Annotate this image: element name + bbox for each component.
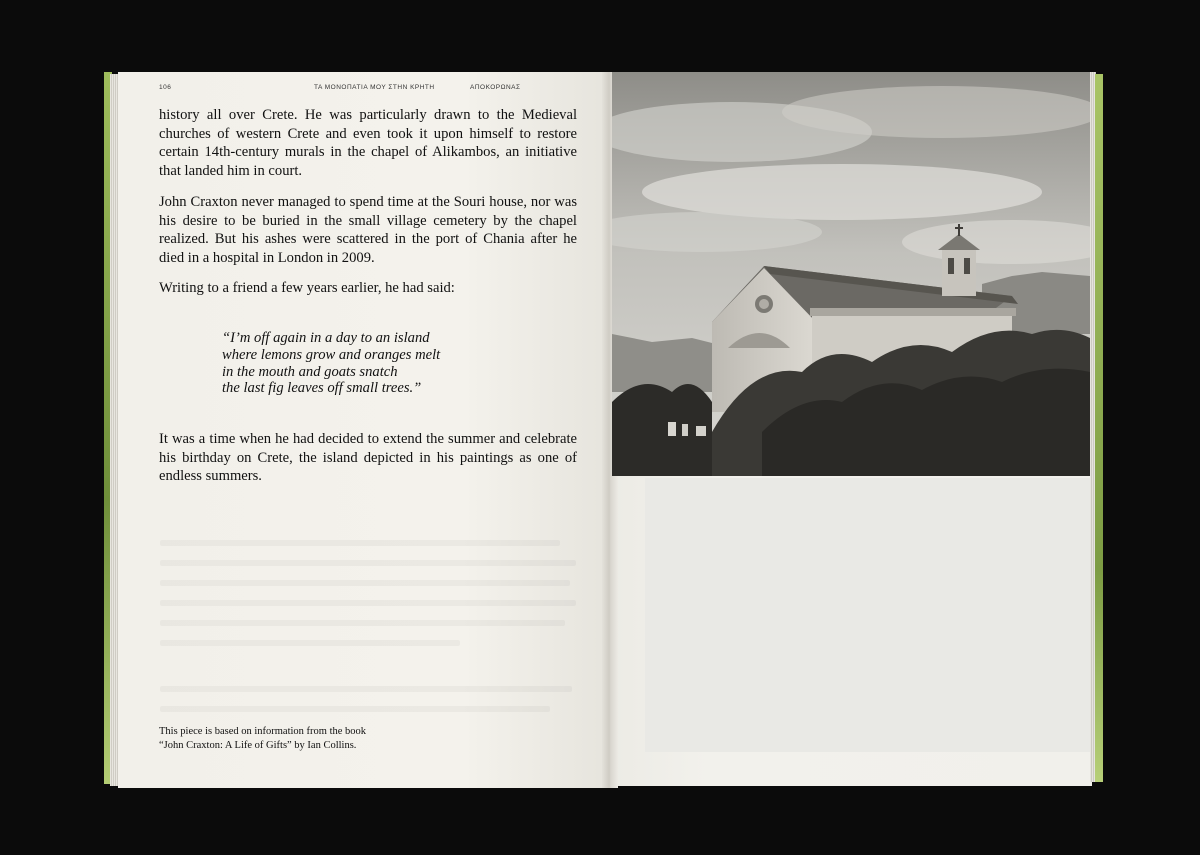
- quote-line: the last fig leaves off small trees.”: [222, 380, 422, 397]
- quote-line: where lemons grow and oranges melt: [222, 346, 441, 363]
- paragraph: It was a time when he had decided to extend the summer and celebrate his birthday on Crete, the island depicted in his paintings as one of endless summers.: [159, 431, 577, 485]
- show-through: [160, 580, 570, 586]
- show-through: [160, 706, 550, 712]
- footnote-line: “John Craxton: A Life of Gifts” by Ian Collins.: [159, 740, 357, 751]
- show-through: [160, 540, 560, 546]
- paragraph: Writing to a friend a few years earlier, he had said:: [159, 280, 455, 296]
- footnote-line: This piece is based on information from the book: [159, 726, 367, 737]
- page-edge-accent-right: [1095, 74, 1103, 782]
- show-through: [160, 686, 572, 692]
- paragraph: John Craxton never managed to spend time at the Souri house, nor was his desire to be buried in the small village cemetery by the chapel realized. But his ashes were scattered in the port of Chania after he died in a hospital in London in 2009.: [159, 194, 577, 266]
- church-photograph: [612, 72, 1090, 476]
- running-head-section: ΑΠΟΚΟΡΩΝΑΣ: [470, 84, 521, 91]
- footnote: [159, 725, 459, 753]
- quote-line: “I’m off again in a day to an island: [222, 330, 430, 346]
- show-through: [160, 640, 460, 646]
- show-through: [160, 600, 576, 606]
- blank-grey-panel: [645, 478, 1090, 752]
- show-through: [160, 560, 576, 566]
- running-head-title: ΤΑ ΜΟΝΟΠΑΤΙΑ ΜΟΥ ΣΤΗΝ ΚΡΗΤΗ: [314, 84, 435, 91]
- show-through: [160, 620, 565, 626]
- page-number: 106: [159, 84, 172, 91]
- paragraph: history all over Crete. He was particularly drawn to the Medieval churches of western Crete and even took it upon himself to restore certain 14th-century murals in the chapel of Alikambos, an initiative that landed him in court.: [159, 107, 577, 179]
- block-quote: [222, 330, 542, 397]
- quote-line: in the mouth and goats snatch: [222, 363, 398, 380]
